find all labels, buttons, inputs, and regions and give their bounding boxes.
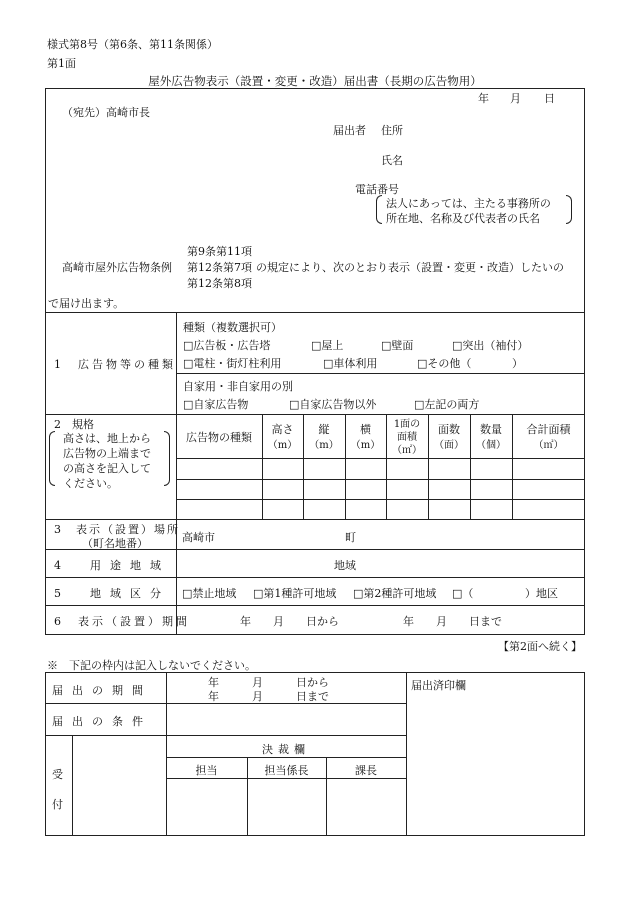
decision-person: 担当 (195, 764, 218, 777)
rule-h-sec3-top (45, 519, 585, 520)
ordinance-name: 高崎市屋外広告物条例 (62, 261, 172, 274)
date-year: 年 (478, 92, 489, 105)
addressee: （宛先）高崎市長 (62, 106, 150, 119)
section3-label: 3 表示（設置）場所 (54, 523, 180, 536)
col-count-header: 数量 (480, 423, 502, 436)
name-field[interactable]: 氏名 (381, 154, 403, 167)
office-receipt-2: 付 (52, 798, 63, 811)
rule-h-top (45, 312, 585, 313)
corp-note-paren-right (566, 195, 572, 224)
col-total-unit: （㎡） (533, 440, 564, 451)
continue-note: 【第2面へ続く】 (498, 640, 582, 653)
office-receipt-1: 受 (52, 768, 63, 781)
kind-vehicle-checkbox[interactable]: □車体利用 (323, 357, 378, 370)
office-seal-label: 届出済印欄 (411, 679, 466, 692)
location-city[interactable]: 高崎市 (182, 531, 215, 544)
rule-h-decision-roles (166, 778, 406, 779)
decision-chief: 担当係長 (264, 764, 309, 777)
decision-header: 決裁欄 (262, 743, 310, 756)
col-faces-header: 面数 (438, 423, 460, 436)
regulation-text: の規定により、次のとおり表示（設置・変更・改造）したいの (256, 261, 564, 274)
period-from[interactable]: 年 月 日から (240, 615, 339, 628)
col-horizontal-unit: （m） (350, 440, 381, 451)
area-class1-checkbox[interactable]: □第1種許可地域 (253, 587, 337, 600)
col-vertical-unit: （m） (309, 440, 339, 451)
notifier-label: 届出者 (333, 124, 366, 137)
kind-billboard-checkbox[interactable]: □広告板・広告塔 (183, 339, 271, 352)
col-total-header: 合計面積 (526, 423, 571, 436)
rule-h-sec6-top (45, 605, 585, 606)
phone-field[interactable]: 電話番号 (355, 183, 399, 196)
area-class2-checkbox[interactable]: □第2種許可地域 (353, 587, 437, 600)
rule-h-sec2-row2 (176, 479, 585, 480)
rule-h-sec2-row1 (176, 458, 585, 459)
form-title: 屋外広告物表示（設置・変更・改造）届出書（長期の広告物用） (148, 74, 482, 88)
col-faces-unit: （面） (434, 440, 464, 451)
section4-label: 4 用途地域 (54, 559, 170, 572)
date-month: 月 (510, 92, 521, 105)
col-horizontal-header: 横 (360, 423, 371, 436)
rule-v-office-seal-col (406, 672, 407, 836)
spec-note-4: ください。 (63, 477, 118, 490)
form-number: 様式第8号（第6条、第11条関係） (47, 38, 218, 51)
section3-sub: （町名地番） (82, 537, 148, 550)
regulation-article2: 第12条第7項 (187, 261, 252, 274)
zoning-field[interactable]: 地域 (334, 559, 356, 572)
kind-other-checkbox[interactable]: □その他（ (417, 357, 472, 370)
area-other-close: ）地区 (525, 587, 558, 600)
period-to[interactable]: 年 月 日まで (403, 615, 502, 628)
rule-h-sec2-row3 (176, 499, 585, 500)
area-other-checkbox[interactable]: □（ (452, 587, 474, 600)
use-own-checkbox[interactable]: □自家広告物 (183, 398, 249, 411)
office-note: ※ 下記の枠内は記入しないでください。 (47, 659, 256, 672)
col-area-header-1: 1面の (393, 419, 421, 430)
col-area-unit: （㎡） (392, 445, 422, 456)
col-height-header: 高さ (271, 423, 294, 436)
rule-h-sec1-split (176, 373, 585, 374)
office-period-label: 届出の期間 (52, 684, 152, 697)
col-area-header-2: 面積 (397, 432, 417, 443)
section2-label: 2 規格 (54, 418, 94, 431)
spec-note-paren-right (164, 431, 170, 486)
decision-manager: 課長 (355, 764, 377, 777)
rule-v-office-receipt-col (72, 735, 73, 836)
kind-title: 種類（複数選択可） (183, 321, 282, 334)
rule-v-label-col (176, 312, 177, 635)
section5-label: 5 地域区分 (54, 587, 170, 600)
address-field[interactable]: 住所 (381, 124, 403, 137)
spec-note-paren-left (49, 431, 55, 486)
regulation-article3: 第12条第8項 (187, 277, 252, 290)
section6-label: 6 表示（設置）期間 (54, 615, 190, 628)
regulation-text2: で届け出ます。 (48, 297, 125, 310)
col-count-unit: （個） (476, 440, 506, 451)
date-day: 日 (544, 92, 555, 105)
use-other-checkbox[interactable]: □自家広告物以外 (289, 398, 377, 411)
rule-h-decision-header (166, 757, 406, 758)
use-title: 自家用・非自家用の別 (183, 380, 293, 393)
col-vertical-header: 縦 (318, 423, 330, 436)
office-period-from: 年 月 日から (208, 676, 329, 689)
col-height-unit: （m） (267, 440, 298, 451)
location-town[interactable]: 町 (345, 531, 356, 544)
kind-projecting-checkbox[interactable]: □突出（袖付） (452, 339, 529, 352)
kind-other-close: ） (512, 357, 523, 370)
corp-note-line1: 法人にあっては、主たる事務所の (386, 197, 551, 210)
kind-pole-checkbox[interactable]: □電柱・街灯柱利用 (183, 357, 282, 370)
rule-h-sec2-top (45, 414, 585, 415)
office-condition-label: 届出の条件 (52, 715, 152, 728)
kind-wall-checkbox[interactable]: □壁面 (381, 339, 414, 352)
office-period-to: 年 月 日まで (208, 690, 329, 703)
rule-h-sec5-top (45, 577, 585, 578)
area-prohibited-checkbox[interactable]: □禁止地域 (182, 587, 237, 600)
rule-h-office-row2 (45, 735, 406, 736)
regulation-article1: 第9条第11項 (187, 245, 252, 258)
spec-note-2: 広告物の上端まで (63, 447, 151, 460)
kind-rooftop-checkbox[interactable]: □屋上 (311, 339, 344, 352)
section1-label: 1 広告物等の種類 (54, 358, 176, 371)
corp-note-paren-left (376, 195, 382, 224)
corp-note-line2: 所在地、名称及び代表者の氏名 (386, 212, 540, 225)
page-label: 第1面 (47, 57, 76, 70)
col-kind-header: 広告物の種類 (186, 431, 252, 444)
use-both-checkbox[interactable]: □左記の両方 (414, 398, 480, 411)
spec-note-1: 高さは、地上から (63, 432, 151, 445)
spec-note-3: の高さを記入して (63, 462, 151, 475)
